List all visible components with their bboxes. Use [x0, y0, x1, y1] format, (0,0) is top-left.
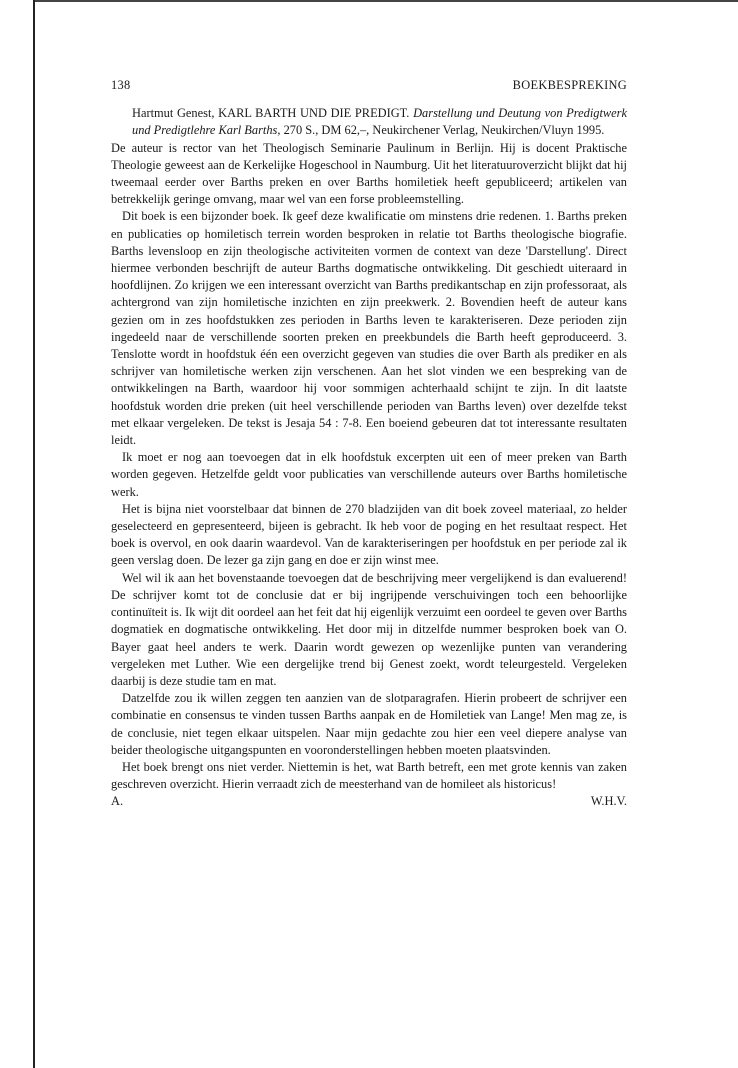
bibliographic-entry [111, 105, 627, 139]
signoff-author: W.H.V. [590, 794, 627, 809]
signoff-place: A. [111, 794, 124, 809]
page-content [111, 77, 627, 811]
paragraph-6: Datzelfde zou ik willen zeggen ten aanzien van de slotparagrafen. Hierin probeert de schrijver een combinatie en consensus te vinden tussen Barths aanpak en de Homiletiek van Lange! Men mag ze, is de conclusie, niet tegen elkaar uitspelen. Naar mijn gedachte zou hier een veel diepere analyse van beider theologische uitgangspunten en vooronderstellingen hebben moeten plaatsvinden. [111, 691, 627, 757]
scan-edge-left [33, 0, 35, 1068]
paragraph-4: Het is bijna niet voorstelbaar dat binnen de 270 bladzijden van dit boek zoveel materiaal, zo helder geselecteerd en gepresenteerd, bijeen is gebracht. Ik heb voor de poging en het resultaat respect. Het boek is overvol, en ook daarin waardevol. Van de karakteriseringen per hoofdstuk en per periode zal ik geen verslag doen. De lezer ga zijn gang en doe er zijn winst mee. [111, 501, 627, 568]
section-title: BOEKBESPREKING [512, 78, 627, 92]
scan-edge-top [33, 0, 738, 2]
biblio-subtitle: Darstellung und Deutung von Predigtwerk und Predigtlehre Karl Barths, [132, 106, 627, 138]
running-head [111, 77, 627, 94]
biblio-details: 270 S., DM 62,–, Neukirchener Verlag, Neukirchen/Vluyn 1995. [283, 123, 605, 138]
paragraph-7: Het boek brengt ons niet verder. Niettemin is het, wat Barth betreft, een met grote kennis van zaken geschreven overzicht. Hierin verraadt zich de meesterhand van de homileet als historicus! [111, 759, 627, 792]
paragraph-5: Wel wil ik aan het bovenstaande toevoegen dat de beschrijving meer vergelijkend is dan evaluerend! De schrijver komt tot de conclusie dat er bij ingrijpende verschuivingen toch een behoorlijke continuïteit is. Ik wijt dit oordeel aan het feit dat hij eigenlijk verzuimt een oordeel te geven over Barths dogmatiek en dogmatische ontwikkeling. Het door mij in ditzelfde nummer besproken boek van O. Bayer gaat heel anders te werk. Daarin wordt gewezen op wezenlijke punten van verandering vergeleken met Luther. Wie een dergelijke trend bij Genest zoekt, wordt teleurgesteld. Vergeleken daarbij is deze studie tam en mat. [111, 570, 627, 688]
biblio-author-title: Hartmut Genest, KARL BARTH UND DIE PREDIGT. [132, 106, 410, 121]
paragraph-1: De auteur is rector van het Theologisch Seminarie Paulinum in Berlijn. Hij is docent Praktische Theologie geweest aan de Kerkelijke Hogeschool in Naumburg. Uit het literatuuroverzicht blijkt dat hij tweemaal eerder over Barths preken en over Barths homiletiek heeft gepubliceerd; artikelen van betrekkelijk geringe omvang, maar wel van een forse probleemstelling. [111, 140, 627, 207]
page-number: 138 [111, 78, 131, 92]
paragraph-2: Dit boek is een bijzonder boek. Ik geef deze kwalificatie om minstens drie redenen. 1. Barths preken en publicaties op homiletisch terrein worden besproken in relatie tot Barths theologische biografie. Barths levensloop en zijn theologische activiteiten vormen de context van deze 'Darstellung'. Direct hiermee verbonden beschrijft de auteur Barths dogmatische ontwikkeling. Dit geschiedt uiteraard in hoofdlijnen. Zo krijgen we een interessant overzicht van Barths predikantschap en zijn professoraat, als achtergrond van zijn homiletische inzichten en zijn preekwerk. 2. Bovendien heeft de auteur kans gezien om in zes hoofdstukken zes perioden in Barths leven te karakteriseren. Deze perioden zijn ingedeeld naar de verschillende soorten preken en preekbundels die Barth heeft geproduceerd. 3. Tenslotte wordt in hoofdstuk één een overzicht gegeven van studies die over Barth als prediker en als schrijver van homiletische werken zijn verschenen. Aan het slot vinden we een bespreking van de ontwikkelingen na Barth, waardoor hij voor sommigen achterhaald schijnt te zijn. In dit laatste hoofdstuk worden drie preken (uit heel verschillende perioden van Barths leven) over dezelfde tekst met elkaar vergeleken. De tekst is Jesaja 54 : 7-8. Een boeiend gebeuren dat tot interessante resultaten leidt. [111, 209, 627, 448]
signoff [111, 793, 627, 810]
paragraph-3: Ik moet er nog aan toevoegen dat in elk hoofdstuk excerpten uit een of meer preken van Barth worden gegeven. Hetzelfde geldt voor publicaties van verschillende auteurs over Barths homiletische werk. [111, 450, 627, 499]
